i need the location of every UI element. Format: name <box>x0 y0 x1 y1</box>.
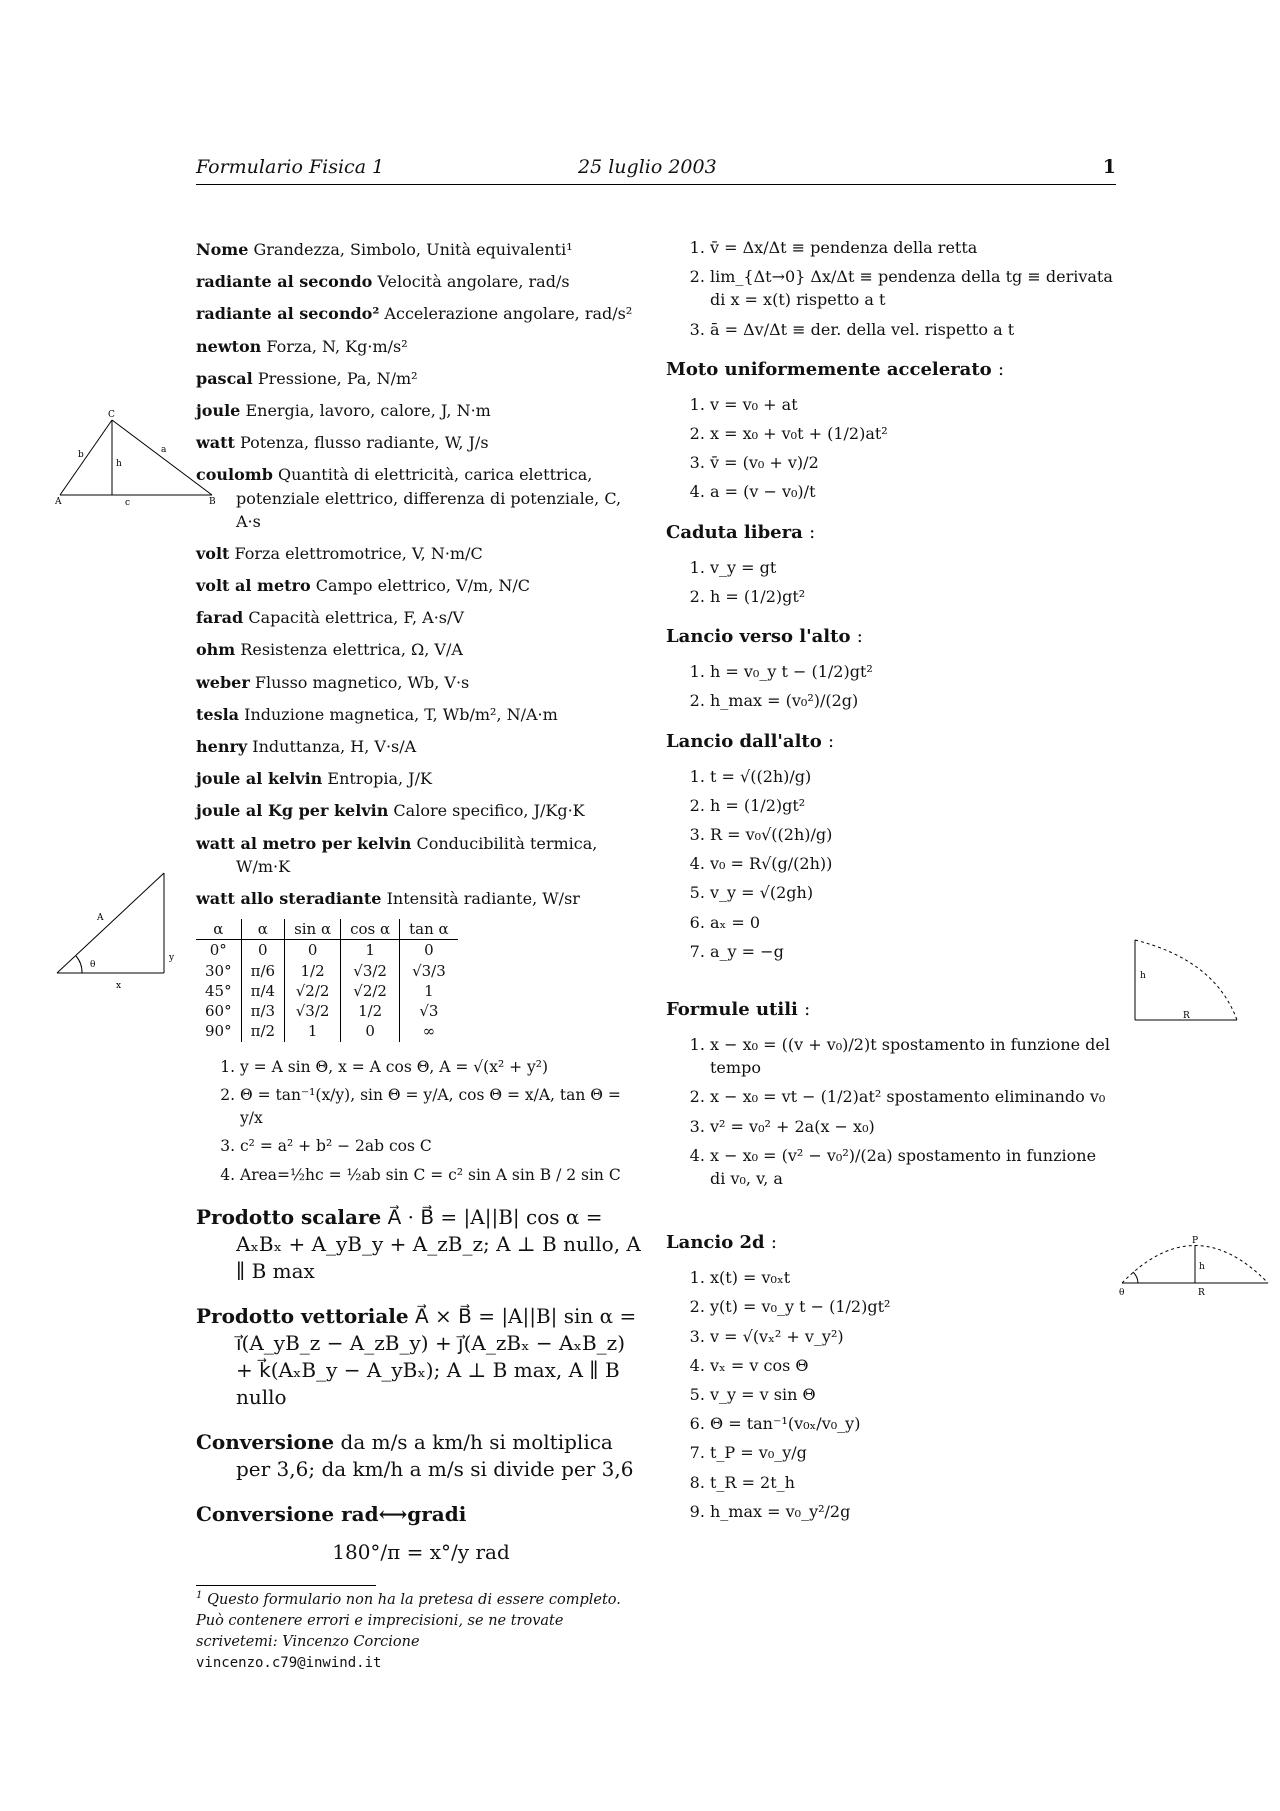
list-item: 1. v̄ = Δx/Δt ≡ pendenza della retta <box>710 236 1116 259</box>
list-item: 3. v̄ = (v₀ + v)/2 <box>710 451 1116 474</box>
section-lancio-dall-alto: Lancio dall'alto : <box>666 730 835 752</box>
lancio-alto-list <box>666 660 1116 712</box>
tri-label-c: c <box>125 498 131 505</box>
rtri-label-A: A <box>97 913 104 923</box>
section-caduta-libera: Caduta libera : <box>666 521 816 543</box>
trig-formula-list <box>196 1056 646 1186</box>
section-formule-utili: Formule utili : <box>666 998 811 1020</box>
lancio-dallalto-list <box>666 765 1116 963</box>
section-conversione-rad: Conversione rad⟷gradi <box>196 1501 467 1526</box>
unit-entry: volt al metro Campo elettrico, V/m, N/C <box>196 576 530 596</box>
list-item: 2. h_max = (v₀²)/(2g) <box>710 689 1116 712</box>
caduta-list <box>666 556 1116 608</box>
unit-entry: joule Energia, lavoro, calore, J, N·m <box>196 400 491 420</box>
list-item: 4. Area=½hc = ½ab sin C = c² sin A sin B / 2 sin C <box>240 1164 646 1186</box>
unit-entry: coulomb Quantità di elettricità, carica elettrica, potenziale elettrico, differenza di potenziale, C, A·s <box>196 465 622 531</box>
quarter-circle-figure <box>1130 935 1245 1025</box>
list-item: 4. v₀ = R√(g/(2h)) <box>710 852 1116 875</box>
right-triangle-figure <box>52 868 182 990</box>
section-prodotto-vettoriale: Prodotto vettoriale A⃗ × B⃗ = |A||B| sin α = ı⃗(A_yB_z − A_zB_y) + ȷ⃗(A_zBₓ − AₓB_z) + k⃗(AₓB_y − A_yBₓ); A ⊥ B max, A ∥ B nullo <box>196 1303 637 1409</box>
list-item: 3. ā = Δv/Δt ≡ der. della vel. rispetto a t <box>710 318 1116 341</box>
unit-entry: watt allo steradiante Intensità radiante, W/sr <box>196 888 580 908</box>
section-prodotto-scalare: Prodotto scalare A⃗ · B⃗ = |A||B| cos α = AₓBₓ + A_yB_y + A_zB_z; A ⊥ B nullo, A ∥ B max <box>196 1204 641 1283</box>
list-item: 2. Θ = tan⁻¹(x/y), sin Θ = y/A, cos Θ = x/A, tan Θ = y/x <box>240 1084 646 1129</box>
unit-entry: newton Forza, N, Kg·m/s² <box>196 336 408 356</box>
unit-entry: volt Forza elettromotrice, V, N·m/C <box>196 543 483 563</box>
unit-entry: farad Capacità elettrica, F, A·s/V <box>196 608 464 628</box>
list-item: 6. aₓ = 0 <box>710 911 1116 934</box>
table-row: 60° π/3 √3/2 1/2 √3 <box>196 1001 458 1021</box>
left-column <box>196 238 646 1674</box>
table-row: 45° π/4 √2/2 √2/2 1 <box>196 981 458 1001</box>
list-item: 7. a_y = −g <box>710 940 1116 963</box>
list-item: 1. x(t) = v₀ₓt <box>710 1266 1116 1289</box>
list-item: 4. vₓ = v cos Θ <box>710 1354 1116 1377</box>
rtri-label-y: y <box>169 953 175 963</box>
list-item: 2. lim_{Δt→0} Δx/Δt ≡ pendenza della tg ≡ derivata di x = x(t) rispetto a t <box>710 265 1116 311</box>
rtri-label-x: x <box>116 981 122 990</box>
unit-entry: ohm Resistenza elettrica, Ω, V/A <box>196 640 463 660</box>
tri-label-A: A <box>55 497 62 505</box>
section-lancio-2d: Lancio 2d : <box>666 1232 777 1254</box>
table-row: 30° π/6 1/2 √3/2 √3/3 <box>196 961 458 981</box>
lancio-2d-list <box>666 1266 1116 1523</box>
tri-label-h: h <box>116 459 122 469</box>
quarter-label-h: h <box>1140 971 1146 981</box>
table-row: 90° π/2 1 0 ∞ <box>196 1021 458 1041</box>
footnote-email: vincenzo.c79@inwind.it <box>196 1655 382 1672</box>
conversion-equation: 180°/π = x°/y rad <box>332 1539 510 1564</box>
formule-list <box>666 1033 1116 1190</box>
list-item: 2. h = (1/2)gt² <box>710 585 1116 608</box>
list-item: 2. h = (1/2)gt² <box>710 794 1116 817</box>
section-moto-uniformemente-accelerato: Moto uniformemente accelerato : <box>666 358 1005 380</box>
list-item: 5. v_y = v sin Θ <box>710 1383 1116 1406</box>
list-item: 3. R = v₀√((2h)/g) <box>710 823 1116 846</box>
list-item: 2. x − x₀ = vt − (1/2)at² spostamento eliminando v₀ <box>710 1085 1116 1108</box>
list-item: 1. h = v₀_y t − (1/2)gt² <box>710 660 1116 683</box>
list-item: 1. x − x₀ = ((v + v₀)/2)t spostamento in funzione del tempo <box>710 1033 1116 1079</box>
list-item: 1. v_y = gt <box>710 556 1116 579</box>
unit-entry: tesla Induzione magnetica, T, Wb/m², N/A·m <box>196 704 558 724</box>
parab-label-h: h <box>1199 1262 1205 1272</box>
list-item: 1. y = A sin Θ, x = A cos Θ, A = √(x² + y²) <box>240 1056 646 1078</box>
unit-entry: radiante al secondo² Accelerazione angolare, rad/s² <box>196 304 633 324</box>
table-header-row: α α sin α cos α tan α <box>196 919 458 940</box>
quarter-label-R: R <box>1183 1011 1190 1021</box>
doc-date: 25 luglio 2003 <box>578 156 717 178</box>
tri-label-b: b <box>78 450 84 460</box>
unit-entry: weber Flusso magnetico, Wb, V·s <box>196 672 470 692</box>
list-item: 3. v = √(vₓ² + v_y²) <box>710 1325 1116 1348</box>
units-list <box>196 238 646 910</box>
list-item: 4. x − x₀ = (v² − v₀²)/(2a) spostamento in funzione di v₀, v, a <box>710 1144 1116 1190</box>
unit-entry: pascal Pressione, Pa, N/m² <box>196 368 418 388</box>
unit-entry: watt Potenza, flusso radiante, W, J/s <box>196 433 489 453</box>
trig-table <box>196 919 458 1042</box>
section-lancio-verso-alto: Lancio verso l'alto : <box>666 626 863 648</box>
parab-label-theta: θ <box>1119 1288 1125 1298</box>
rtri-label-theta: θ <box>90 960 96 970</box>
section-conversione: Conversione da m/s a km/h si moltiplica per 3,6; da km/h a m/s si divide per 3,6 <box>196 1429 634 1481</box>
unit-entry: Nome Grandezza, Simbolo, Unità equivalenti¹ <box>196 240 573 259</box>
list-item: 7. t_P = v₀_y/g <box>710 1441 1116 1464</box>
tri-label-C: C <box>108 410 115 420</box>
list-item: 6. Θ = tan⁻¹(v₀ₓ/v₀_y) <box>710 1412 1116 1435</box>
page-header <box>196 156 1116 185</box>
parab-label-P: P <box>1192 1236 1199 1246</box>
doc-title: Formulario Fisica 1 <box>196 156 385 178</box>
parab-label-R: R <box>1198 1288 1205 1298</box>
list-item: 8. t_R = 2t_h <box>710 1471 1116 1494</box>
tri-label-a: a <box>161 445 167 455</box>
list-item: 2. x = x₀ + v₀t + (1/2)at² <box>710 422 1116 445</box>
list-item: 5. v_y = √(2gh) <box>710 881 1116 904</box>
moto-list <box>666 393 1116 504</box>
footnote: $^1$ Questo formulario non ha la pretesa di essere completo. Può contenere errori e imprecisioni, se ne trovate scrivetemi: Vincenzo Corcione vincenzo.c79@inwind.it <box>196 1585 376 1674</box>
list-item: 1. t = √((2h)/g) <box>710 765 1116 788</box>
tri-label-B: B <box>209 497 216 505</box>
parabola-figure <box>1118 1228 1273 1298</box>
table-row: 0° 0 0 1 0 <box>196 940 458 961</box>
list-item: 4. a = (v − v₀)/t <box>710 480 1116 503</box>
unit-entry: joule al Kg per kelvin Calore specifico, J/Kg·K <box>196 801 585 821</box>
list-item: 2. y(t) = v₀_y t − (1/2)gt² <box>710 1295 1116 1318</box>
unit-entry: henry Induttanza, H, V·s/A <box>196 737 417 756</box>
unit-entry: joule al kelvin Entropia, J/K <box>196 769 432 789</box>
list-item: 3. v² = v₀² + 2a(x − x₀) <box>710 1115 1116 1138</box>
right-column <box>666 238 1116 1533</box>
list-item: 9. h_max = v₀_y²/2g <box>710 1500 1116 1523</box>
list-item: 1. v = v₀ + at <box>710 393 1116 416</box>
unit-entry: watt al metro per kelvin Conducibilità termica, W/m·K <box>196 833 598 876</box>
page-number: 1 <box>1102 156 1116 178</box>
unit-entry: radiante al secondo Velocità angolare, rad/s <box>196 272 570 292</box>
list-item: 3. c² = a² + b² − 2ab cos C <box>240 1135 646 1157</box>
velocity-list <box>666 236 1116 341</box>
